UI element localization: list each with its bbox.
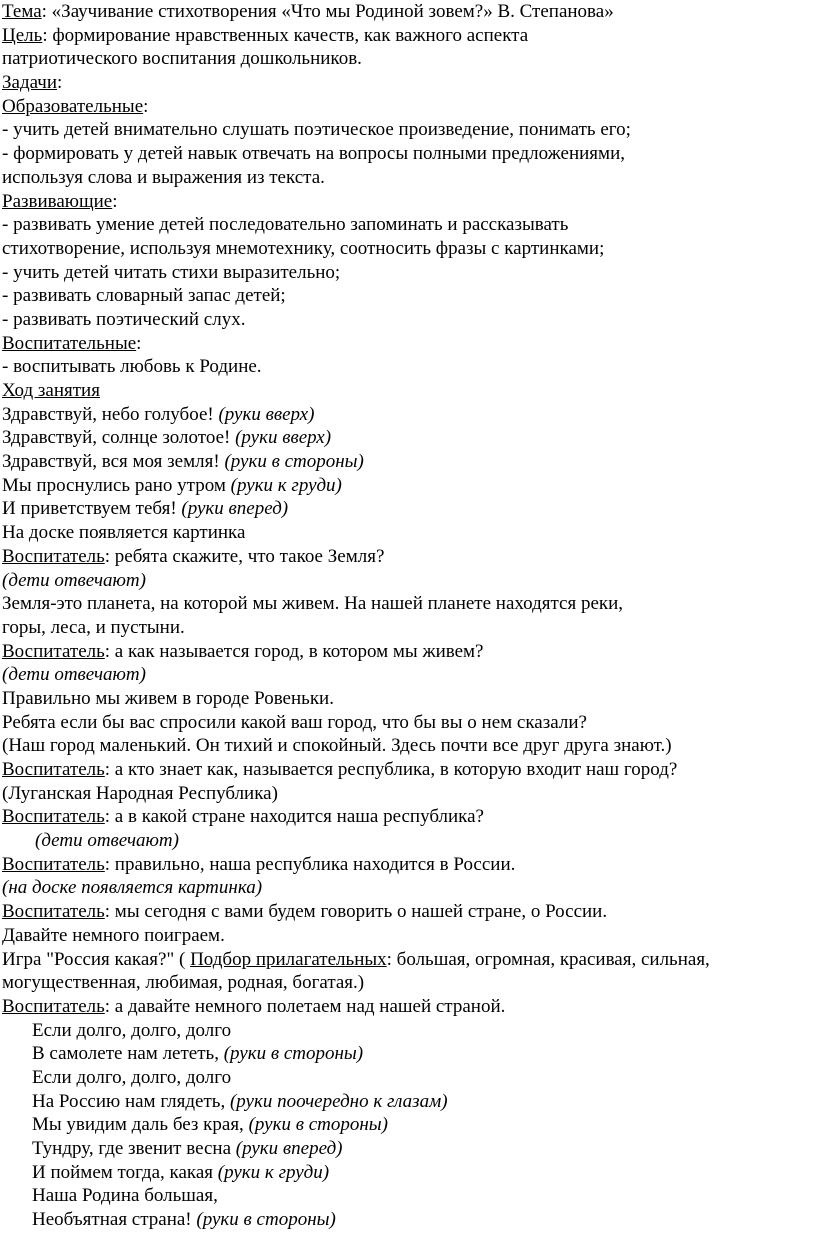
text-line xyxy=(2,403,816,427)
text-line xyxy=(2,190,816,214)
italic-remark: (руки в стороны) xyxy=(196,1209,336,1231)
text-run: патриотического воспитания дошкольников. xyxy=(2,48,362,70)
underlined-label: Воспитатель xyxy=(2,640,105,662)
text-line xyxy=(2,71,816,95)
text-run: : xyxy=(143,95,149,117)
text-line xyxy=(2,497,816,521)
text-run: Необъятная страна! xyxy=(32,1209,197,1231)
underlined-label: Воспитатель xyxy=(2,995,105,1017)
text-run: Мы проснулись рано утром xyxy=(2,474,231,496)
text-run: - развивать поэтический слух. xyxy=(2,308,246,330)
text-run: - развивать умение детей последовательно запоминать и рассказывать xyxy=(2,214,569,236)
text-line xyxy=(2,237,816,261)
text-line xyxy=(2,545,816,569)
text-run: (Наш город маленький. Он тихий и спокойный. Здесь почти все друг друга знают.) xyxy=(2,735,672,757)
text-run: Мы увидим даль без края, xyxy=(32,1114,249,1136)
text-line xyxy=(2,569,816,593)
text-run: : а в какой стране находится наша республика? xyxy=(104,806,484,828)
text-run: стихотворение, используя мнемотехнику, соотносить фразы с картинками; xyxy=(2,237,605,259)
text-line xyxy=(2,1090,816,1114)
text-line xyxy=(2,924,816,948)
italic-remark: (руки вверх) xyxy=(235,427,332,449)
text-run: В самолете нам лететь, xyxy=(32,1043,224,1065)
italic-remark: (руки к груди) xyxy=(217,1161,330,1183)
text-run: Здравствуй, солнце золотое! xyxy=(2,427,236,449)
text-run: : xyxy=(57,72,63,94)
text-run: : правильно, наша республика находится в России. xyxy=(104,853,516,875)
text-run: : xyxy=(136,332,142,354)
underlined-label: Воспитательные xyxy=(2,332,137,354)
text-line xyxy=(2,474,816,498)
text-run: : xyxy=(112,190,118,212)
text-line xyxy=(2,1113,816,1137)
underlined-label: Воспитатель xyxy=(2,806,105,828)
text-line xyxy=(2,213,816,237)
text-line xyxy=(2,1208,816,1232)
text-line xyxy=(2,640,816,664)
text-line xyxy=(2,355,816,379)
underlined-label: Воспитатель xyxy=(2,901,105,923)
text-line xyxy=(2,450,816,474)
text-line xyxy=(2,1184,816,1208)
text-run: - формировать у детей навык отвечать на вопросы полными предложениями, xyxy=(2,143,625,165)
text-line xyxy=(2,616,816,640)
italic-remark: (дети отвечают) xyxy=(2,569,146,591)
text-run: Давайте немного поиграем. xyxy=(2,924,225,946)
text-line xyxy=(2,948,816,972)
text-line xyxy=(2,1161,816,1185)
text-line xyxy=(2,758,816,782)
text-line xyxy=(2,805,816,829)
italic-remark: (руки вперед) xyxy=(181,498,289,520)
text-run: : а как называется город, в котором мы живем? xyxy=(104,640,484,662)
text-line xyxy=(2,782,816,806)
italic-remark: (руки в стороны) xyxy=(224,451,364,473)
text-run: Если долго, долго, долго xyxy=(32,1019,232,1041)
text-run: : ребята скажите, что такое Земля? xyxy=(104,545,385,567)
text-run: Здравствуй, небо голубое! xyxy=(2,403,219,425)
text-line xyxy=(2,379,816,403)
text-line xyxy=(2,663,816,687)
text-line xyxy=(2,853,816,877)
text-run: Правильно мы живем в городе Ровеньки. xyxy=(2,687,334,709)
text-line xyxy=(2,118,816,142)
text-line xyxy=(2,332,816,356)
text-line xyxy=(2,711,816,735)
text-line xyxy=(2,1042,816,1066)
text-run: Игра "Россия какая?" ( xyxy=(2,948,191,970)
text-line xyxy=(2,829,816,853)
text-run: : большая, огромная, красивая, сильная, xyxy=(386,948,710,970)
text-line xyxy=(2,142,816,166)
text-line xyxy=(2,592,816,616)
underlined-label: Тема xyxy=(2,1,42,22)
text-run: Здравствуй, вся моя земля! xyxy=(2,451,225,473)
text-run: Ребята если бы вас спросили какой ваш город, что бы вы о нем сказали? xyxy=(2,711,587,733)
text-run: : формирование нравственных качеств, как важного аспекта xyxy=(42,24,529,46)
text-line xyxy=(2,24,816,48)
text-run: горы, леса, и пустыни. xyxy=(2,616,185,638)
text-run: И поймем тогда, какая xyxy=(32,1161,218,1183)
text-line xyxy=(2,876,816,900)
text-line xyxy=(2,426,816,450)
text-line xyxy=(2,521,816,545)
text-run: - развивать словарный запас детей; xyxy=(2,285,286,307)
text-run: : а кто знает как, называется республика, в которую входит наш город? xyxy=(104,759,678,780)
italic-remark: (руки вверх) xyxy=(218,403,315,425)
italic-remark: (дети отвечают) xyxy=(2,664,146,686)
text-line xyxy=(2,47,816,71)
text-line xyxy=(2,900,816,924)
text-line xyxy=(2,1137,816,1161)
text-run: И приветствуем тебя! xyxy=(2,498,182,520)
text-run: используя слова и выражения из текста. xyxy=(2,166,325,188)
italic-remark: (руки поочередно к глазам) xyxy=(229,1090,448,1112)
italic-remark: (руки в стороны) xyxy=(223,1043,364,1065)
underlined-label: Воспитатель xyxy=(2,545,105,567)
italic-remark: (руки к груди) xyxy=(230,474,342,496)
text-run: Наша Родина большая, xyxy=(32,1185,218,1207)
italic-remark: (дети отвечают) xyxy=(35,830,179,852)
text-run: - учить детей внимательно слушать поэтическое произведение, понимать его; xyxy=(2,119,631,141)
text-line xyxy=(2,0,816,24)
text-run: На доске появляется картинка xyxy=(2,522,246,544)
italic-remark: (руки в стороны) xyxy=(248,1114,388,1136)
text-run: : «Заучивание стихотворения «Что мы Родиной зовем?» В. Степанова» xyxy=(41,1,614,22)
text-line xyxy=(2,1066,816,1090)
underlined-label: Подбор прилагательных xyxy=(190,948,387,970)
underlined-label: Развивающие xyxy=(2,190,113,212)
text-line xyxy=(2,995,816,1019)
text-run: На Россию нам глядеть, xyxy=(32,1090,230,1112)
text-run: : а давайте немного полетаем над нашей страной. xyxy=(104,995,506,1017)
underlined-label: Ход занятия xyxy=(2,380,100,401)
text-line xyxy=(2,166,816,190)
underlined-label: Задачи xyxy=(2,72,58,94)
underlined-label: Воспитатель xyxy=(2,759,105,780)
text-line xyxy=(2,687,816,711)
text-line xyxy=(2,1019,816,1043)
text-run: - учить детей читать стихи выразительно; xyxy=(2,261,341,283)
text-line xyxy=(2,95,816,119)
underlined-label: Образовательные xyxy=(2,95,144,117)
text-line xyxy=(2,734,816,758)
italic-remark: (на доске появляется картинка) xyxy=(2,877,263,899)
underlined-label: Воспитатель xyxy=(2,853,105,875)
text-line xyxy=(2,308,816,332)
text-run: (Луганская Народная Республика) xyxy=(2,782,278,804)
text-run: Тундру, где звенит весна xyxy=(32,1138,236,1159)
text-run: : мы сегодня с вами будем говорить о нашей стране, о России. xyxy=(104,901,608,923)
text-run: могущественная, любимая, родная, богатая.) xyxy=(2,972,365,994)
text-run: - воспитывать любовь к Родине. xyxy=(2,356,262,378)
text-line xyxy=(2,284,816,308)
text-run: Земля-это планета, на которой мы живем. На нашей планете находятся реки, xyxy=(2,593,624,615)
text-line xyxy=(2,261,816,285)
text-run: Если долго, долго, долго xyxy=(32,1066,232,1088)
italic-remark: (руки вперед) xyxy=(235,1138,343,1159)
underlined-label: Цель xyxy=(2,24,43,46)
text-line xyxy=(2,971,816,995)
